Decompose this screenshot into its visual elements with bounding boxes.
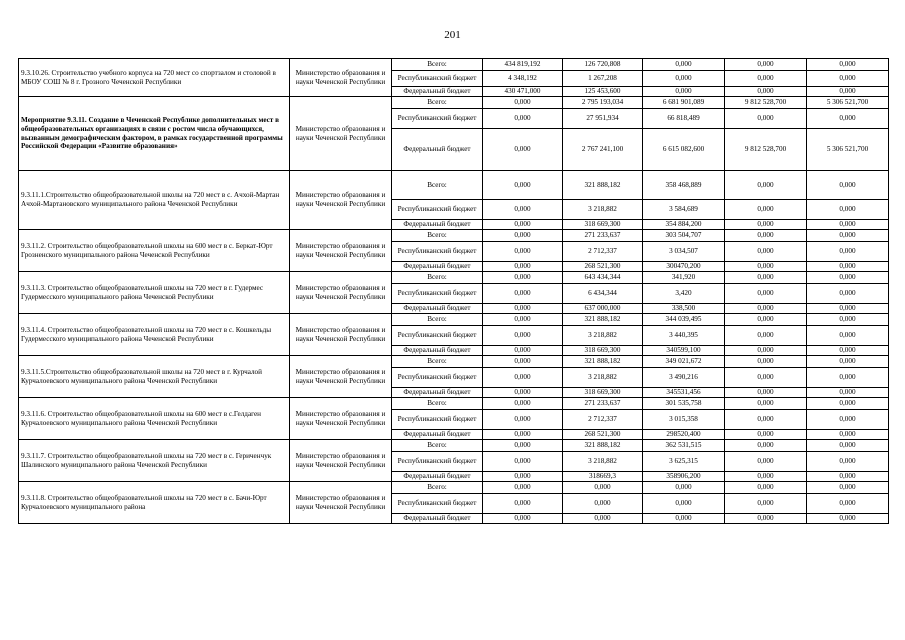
amount-cell: 0,000 xyxy=(807,272,889,284)
amount-cell: 321 888,182 xyxy=(563,314,643,326)
amount-cell: 3 218,882 xyxy=(563,452,643,472)
amount-cell: 0,000 xyxy=(807,242,889,262)
amount-cell: 643 434,344 xyxy=(563,272,643,284)
table-row xyxy=(19,440,889,452)
amount-cell: 0,000 xyxy=(725,388,807,398)
amount-cell: 3 218,882 xyxy=(563,200,643,220)
amount-cell: 0,000 xyxy=(725,304,807,314)
activity-title: Мероприятие 9.3.11. Создание в Чеченской Республике дополнительных мест в общеобразовательных организациях в связи с ростом числа обучающихся, вызванным демографическим фактором, в рамках государственной программы Российской Федерации «Развитие образования» xyxy=(19,97,290,171)
amount-cell: 0,000 xyxy=(725,230,807,242)
amount-cell: 0,000 xyxy=(807,494,889,514)
amount-cell: 0,000 xyxy=(725,430,807,440)
amount-cell: 5 306 521,700 xyxy=(807,97,889,109)
responsible-ministry: Министерство образования и науки Чеченской Республики xyxy=(290,272,392,314)
amount-cell: 0,000 xyxy=(807,200,889,220)
funding-source-label: Всего: xyxy=(392,314,483,326)
amount-cell: 0,000 xyxy=(483,230,563,242)
table-row xyxy=(19,59,889,71)
funding-source-label: Федеральный бюджет xyxy=(392,346,483,356)
funding-source-label: Всего: xyxy=(392,230,483,242)
amount-cell: 298520,400 xyxy=(643,430,725,440)
amount-cell: 0,000 xyxy=(643,71,725,87)
amount-cell: 268 521,300 xyxy=(563,262,643,272)
amount-cell: 318 669,300 xyxy=(563,388,643,398)
funding-source-label: Республиканский бюджет xyxy=(392,494,483,514)
amount-cell: 0,000 xyxy=(725,242,807,262)
amount-cell: 0,000 xyxy=(725,482,807,494)
funding-source-label: Всего: xyxy=(392,272,483,284)
amount-cell: 0,000 xyxy=(483,97,563,109)
activity-title: 9.3.11.1.Строительство общеобразовательной школы на 720 мест в с. Ачхой-Мартан Ачхой-Мартановского муниципального района Чеченской Республики xyxy=(19,171,290,230)
amount-cell: 358 468,889 xyxy=(643,171,725,200)
amount-cell: 0,000 xyxy=(807,430,889,440)
amount-cell: 318 669,300 xyxy=(563,220,643,230)
amount-cell: 0,000 xyxy=(563,494,643,514)
table-row xyxy=(19,171,889,200)
activity-title: 9.3.11.2. Строительство общеобразовательной школы на 600 мест в с. Беркат-Юрт Грозненского муниципального района Чеченской Республики xyxy=(19,230,290,272)
amount-cell: 362 531,515 xyxy=(643,440,725,452)
table-row xyxy=(19,230,889,242)
amount-cell: 0,000 xyxy=(483,109,563,129)
amount-cell: 345531,456 xyxy=(643,388,725,398)
activity-title: 9.3.11.4. Строительство общеобразовательной школы на 720 мест в с. Кошкельды Гудермесского муниципального района Чеченской Республики xyxy=(19,314,290,356)
amount-cell: 0,000 xyxy=(725,452,807,472)
table-row xyxy=(19,272,889,284)
amount-cell: 0,000 xyxy=(725,87,807,97)
amount-cell: 4 348,192 xyxy=(483,71,563,87)
amount-cell: 0,000 xyxy=(725,71,807,87)
funding-source-label: Всего: xyxy=(392,440,483,452)
amount-cell: 0,000 xyxy=(643,59,725,71)
page-number: 201 xyxy=(444,29,461,41)
amount-cell: 126 720,808 xyxy=(563,59,643,71)
table-row xyxy=(19,314,889,326)
amount-cell: 3 015,358 xyxy=(643,410,725,430)
amount-cell: 0,000 xyxy=(807,388,889,398)
amount-cell: 0,000 xyxy=(725,440,807,452)
funding-source-label: Федеральный бюджет xyxy=(392,430,483,440)
amount-cell: 2 712,337 xyxy=(563,242,643,262)
funding-source-label: Всего: xyxy=(392,59,483,71)
responsible-ministry: Министерство образования и науки Чеченской Республики xyxy=(290,230,392,272)
amount-cell: 0,000 xyxy=(725,472,807,482)
amount-cell: 3 218,882 xyxy=(563,326,643,346)
funding-source-label: Всего: xyxy=(392,97,483,109)
amount-cell: 0,000 xyxy=(483,514,563,524)
amount-cell: 318 669,300 xyxy=(563,346,643,356)
amount-cell: 0,000 xyxy=(483,494,563,514)
amount-cell: 0,000 xyxy=(725,368,807,388)
amount-cell: 0,000 xyxy=(563,514,643,524)
amount-cell: 0,000 xyxy=(483,304,563,314)
amount-cell: 0,000 xyxy=(807,356,889,368)
amount-cell: 434 819,192 xyxy=(483,59,563,71)
amount-cell: 0,000 xyxy=(807,284,889,304)
amount-cell: 0,000 xyxy=(725,200,807,220)
amount-cell: 0,000 xyxy=(483,368,563,388)
funding-source-label: Федеральный бюджет xyxy=(392,514,483,524)
amount-cell: 0,000 xyxy=(807,59,889,71)
amount-cell: 6 681 901,089 xyxy=(643,97,725,109)
funding-source-label: Республиканский бюджет xyxy=(392,242,483,262)
amount-cell: 0,000 xyxy=(643,482,725,494)
activity-title: 9.3.11.8. Строительство общеобразовательной школы на 720 мест в с. Бачи-Юрт Курчалоевского муниципального района xyxy=(19,482,290,524)
amount-cell: 0,000 xyxy=(563,482,643,494)
amount-cell: 0,000 xyxy=(483,410,563,430)
amount-cell: 3 625,315 xyxy=(643,452,725,472)
responsible-ministry: Министерство образования и науки Чеченской Республики xyxy=(290,440,392,482)
amount-cell: 0,000 xyxy=(807,304,889,314)
amount-cell: 340599,100 xyxy=(643,346,725,356)
amount-cell: 0,000 xyxy=(483,398,563,410)
funding-source-label: Федеральный бюджет xyxy=(392,262,483,272)
amount-cell: 0,000 xyxy=(725,514,807,524)
responsible-ministry: Министерство образования и науки Чеченской Республики xyxy=(290,59,392,97)
amount-cell: 0,000 xyxy=(807,87,889,97)
amount-cell: 0,000 xyxy=(725,356,807,368)
amount-cell: 0,000 xyxy=(483,452,563,472)
amount-cell: 2 795 193,034 xyxy=(563,97,643,109)
amount-cell: 6 434,344 xyxy=(563,284,643,304)
amount-cell: 0,000 xyxy=(807,346,889,356)
amount-cell: 0,000 xyxy=(483,482,563,494)
amount-cell: 321 888,182 xyxy=(563,356,643,368)
amount-cell: 2 767 241,100 xyxy=(563,129,643,171)
funding-source-label: Федеральный бюджет xyxy=(392,388,483,398)
amount-cell: 341,920 xyxy=(643,272,725,284)
amount-cell: 0,000 xyxy=(807,410,889,430)
amount-cell: 0,000 xyxy=(483,314,563,326)
amount-cell: 6 615 082,600 xyxy=(643,129,725,171)
amount-cell: 0,000 xyxy=(807,368,889,388)
amount-cell: 66 818,489 xyxy=(643,109,725,129)
funding-source-label: Республиканский бюджет xyxy=(392,109,483,129)
amount-cell: 637 000,000 xyxy=(563,304,643,314)
amount-cell: 321 888,182 xyxy=(563,440,643,452)
amount-cell: 0,000 xyxy=(483,262,563,272)
amount-cell: 3 490,216 xyxy=(643,368,725,388)
funding-source-label: Всего: xyxy=(392,171,483,200)
amount-cell: 3 584,689 xyxy=(643,200,725,220)
activity-title: 9.3.11.7. Строительство общеобразовательной школы на 720 мест в с. Гериченчук Шалинского муниципального района Чеченской Республики xyxy=(19,440,290,482)
amount-cell: 0,000 xyxy=(725,284,807,304)
amount-cell: 0,000 xyxy=(483,356,563,368)
amount-cell: 9 812 528,700 xyxy=(725,97,807,109)
amount-cell: 1 267,208 xyxy=(563,71,643,87)
amount-cell: 300470,200 xyxy=(643,262,725,272)
amount-cell: 344 039,495 xyxy=(643,314,725,326)
funding-source-label: Республиканский бюджет xyxy=(392,452,483,472)
funding-source-label: Республиканский бюджет xyxy=(392,326,483,346)
amount-cell: 0,000 xyxy=(807,482,889,494)
amount-cell: 0,000 xyxy=(483,242,563,262)
amount-cell: 0,000 xyxy=(483,346,563,356)
amount-cell: 3 218,882 xyxy=(563,368,643,388)
amount-cell: 301 535,758 xyxy=(643,398,725,410)
amount-cell: 0,000 xyxy=(807,326,889,346)
amount-cell: 0,000 xyxy=(483,430,563,440)
amount-cell: 0,000 xyxy=(807,514,889,524)
amount-cell: 338,500 xyxy=(643,304,725,314)
funding-source-label: Федеральный бюджет xyxy=(392,129,483,171)
funding-source-label: Республиканский бюджет xyxy=(392,410,483,430)
amount-cell: 0,000 xyxy=(807,109,889,129)
amount-cell: 430 471,000 xyxy=(483,87,563,97)
amount-cell: 0,000 xyxy=(807,314,889,326)
amount-cell: 0,000 xyxy=(483,129,563,171)
funding-source-label: Всего: xyxy=(392,356,483,368)
amount-cell: 349 021,672 xyxy=(643,356,725,368)
amount-cell: 0,000 xyxy=(807,472,889,482)
funding-source-label: Федеральный бюджет xyxy=(392,220,483,230)
amount-cell: 0,000 xyxy=(807,71,889,87)
amount-cell: 354 884,200 xyxy=(643,220,725,230)
table-row xyxy=(19,356,889,368)
responsible-ministry: Министерство образования и науки Чеченской Республики xyxy=(290,398,392,440)
amount-cell: 0,000 xyxy=(725,346,807,356)
funding-source-label: Федеральный бюджет xyxy=(392,304,483,314)
amount-cell: 0,000 xyxy=(807,230,889,242)
amount-cell: 321 888,182 xyxy=(563,171,643,200)
amount-cell: 0,000 xyxy=(483,171,563,200)
amount-cell: 0,000 xyxy=(483,272,563,284)
amount-cell: 3 034,507 xyxy=(643,242,725,262)
amount-cell: 0,000 xyxy=(807,220,889,230)
amount-cell: 268 521,300 xyxy=(563,430,643,440)
amount-cell: 0,000 xyxy=(725,109,807,129)
amount-cell: 0,000 xyxy=(725,171,807,200)
amount-cell: 125 453,600 xyxy=(563,87,643,97)
amount-cell: 0,000 xyxy=(807,398,889,410)
responsible-ministry: Министерство образования и науки Чеченской Республики xyxy=(290,97,392,171)
amount-cell: 0,000 xyxy=(725,326,807,346)
amount-cell: 0,000 xyxy=(643,514,725,524)
activity-title: 9.3.10.26. Строительство учебного корпуса на 720 мест со спортзалом и столовой в МБОУ СОШ № 8 г. Грозного Чеченской Республики xyxy=(19,59,290,97)
funding-source-label: Федеральный бюджет xyxy=(392,87,483,97)
activity-title: 9.3.11.5.Строительство общеобразовательной школы на 720 мест в г. Курчалой Курчалоевского муниципального района Чеченской Республики xyxy=(19,356,290,398)
responsible-ministry: Министерство образования и науки Чеченской Республики xyxy=(290,356,392,398)
amount-cell: 271 233,637 xyxy=(563,398,643,410)
amount-cell: 5 306 521,700 xyxy=(807,129,889,171)
amount-cell: 0,000 xyxy=(725,410,807,430)
funding-source-label: Всего: xyxy=(392,482,483,494)
amount-cell: 0,000 xyxy=(725,398,807,410)
table-row xyxy=(19,97,889,109)
amount-cell: 0,000 xyxy=(643,494,725,514)
funding-source-label: Республиканский бюджет xyxy=(392,200,483,220)
activity-title: 9.3.11.6. Строительство общеобразовательной школы на 600 мест в с.Гелдаген Курчалоевского муниципального района Чеченской Республики xyxy=(19,398,290,440)
amount-cell: 303 504,707 xyxy=(643,230,725,242)
budget-table xyxy=(18,58,889,524)
amount-cell: 0,000 xyxy=(725,262,807,272)
amount-cell: 358906,200 xyxy=(643,472,725,482)
amount-cell: 0,000 xyxy=(725,494,807,514)
amount-cell: 0,000 xyxy=(483,472,563,482)
funding-source-label: Республиканский бюджет xyxy=(392,284,483,304)
responsible-ministry: Министерство образования и науки Чеченской Республики xyxy=(290,482,392,524)
amount-cell: 318669,3 xyxy=(563,472,643,482)
amount-cell: 0,000 xyxy=(483,440,563,452)
amount-cell: 271 233,637 xyxy=(563,230,643,242)
amount-cell: 2 712,337 xyxy=(563,410,643,430)
amount-cell: 0,000 xyxy=(807,452,889,472)
amount-cell: 0,000 xyxy=(483,200,563,220)
amount-cell: 0,000 xyxy=(725,272,807,284)
amount-cell: 9 812 528,700 xyxy=(725,129,807,171)
amount-cell: 27 951,934 xyxy=(563,109,643,129)
responsible-ministry: Министерство образования и науки Чеченской Республики xyxy=(290,171,392,230)
amount-cell: 3 440,395 xyxy=(643,326,725,346)
table-row xyxy=(19,482,889,494)
activity-title: 9.3.11.3. Строительство общеобразовательной школы на 720 мест в г. Гудермес Гудермесского муниципального района Чеченской Республики xyxy=(19,272,290,314)
table-row xyxy=(19,398,889,410)
amount-cell: 0,000 xyxy=(725,220,807,230)
funding-source-label: Республиканский бюджет xyxy=(392,71,483,87)
amount-cell: 0,000 xyxy=(807,262,889,272)
funding-source-label: Республиканский бюджет xyxy=(392,368,483,388)
amount-cell: 0,000 xyxy=(483,220,563,230)
amount-cell: 0,000 xyxy=(725,59,807,71)
amount-cell: 0,000 xyxy=(643,87,725,97)
funding-source-label: Федеральный бюджет xyxy=(392,472,483,482)
responsible-ministry: Министерство образования и науки Чеченской Республики xyxy=(290,314,392,356)
amount-cell: 0,000 xyxy=(483,284,563,304)
amount-cell: 0,000 xyxy=(725,314,807,326)
amount-cell: 0,000 xyxy=(483,326,563,346)
amount-cell: 3,420 xyxy=(643,284,725,304)
amount-cell: 0,000 xyxy=(807,171,889,200)
amount-cell: 0,000 xyxy=(807,440,889,452)
funding-source-label: Всего: xyxy=(392,398,483,410)
amount-cell: 0,000 xyxy=(483,388,563,398)
